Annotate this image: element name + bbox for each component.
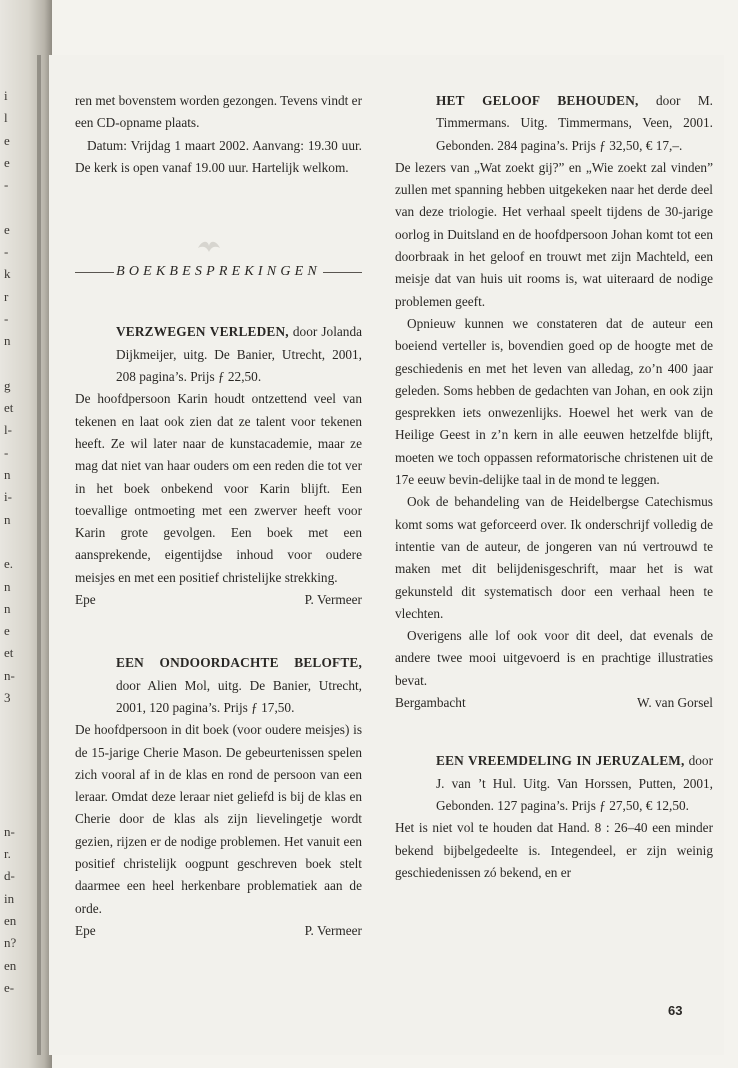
- facing-page-fragment: r: [4, 288, 9, 304]
- review-title: EEN VREEMDELING IN JERUZALEM,: [436, 753, 685, 769]
- facing-page-fragment: e: [4, 221, 10, 237]
- facing-page-fragment: e.: [4, 556, 14, 572]
- facing-page-fragment: l: [4, 110, 8, 126]
- signature-place: Epe: [75, 922, 96, 938]
- signature-author: W. van Gorsel: [637, 695, 713, 711]
- intro-paragraph: ren met bovenstem worden gezongen. Tevens vindt er een CD-opname plaats.: [75, 93, 362, 131]
- review-meta: door Alien Mol, uitg. De Banier, Utrecht, 2001, 120 pagina’s. Prijs ƒ 17,50.: [116, 677, 362, 715]
- facing-page-fragment: [4, 353, 18, 375]
- facing-page-fragment: [4, 799, 18, 821]
- review-title: HET GELOOF BEHOUDEN,: [436, 93, 639, 108]
- facing-page-fragment: et: [4, 645, 14, 661]
- facing-page-fragment: et: [4, 400, 14, 416]
- facing-page-fragment: en: [4, 957, 17, 973]
- facing-page-fragment: n: [4, 511, 11, 527]
- facing-page-fragment: -: [4, 177, 9, 193]
- facing-page-fragment: g: [4, 377, 11, 393]
- review-heading: [116, 652, 362, 719]
- page-number: 63: [668, 1003, 683, 1018]
- facing-page-fragment: n: [4, 600, 11, 616]
- review-heading: [436, 750, 713, 817]
- date-paragraph: Datum: Vrijdag 1 maart 2002. Aanvang: 19.30 uur. De kerk is open vanaf 19.00 uur. Hartelijk welkom.: [75, 137, 362, 175]
- facing-page-fragment: n: [4, 333, 11, 349]
- review-heading: [436, 90, 713, 157]
- facing-page-fragment: n: [4, 578, 11, 594]
- review-paragraph: Ook de behandeling van de Heidelbergse Catechismus komt soms wat geforceerd over. Ik onderschrijf volledig de intentie van de auteur, de jongeren van nú vertrouwd te maken met dit belijdenisgeschrift, maar het is wat gekunsteld dit systematisch door een verhaal heen te vlechten.: [395, 494, 713, 621]
- review-paragraph: De lezers van „Wat zoekt gij?” en „Wie zoekt zal vinden” zullen met spanning hebben uitgekeken naar het derde deel van deze triologie. Het verhaal speelt tijdens de 30-jarige oorlog in Duitsland en de hoofdpersoon Johan komt tot een doorbraak in het geloof en trouwt met zijn Machteld, een meisje dat van huis uit rooms is, wat uiteraard de nodige problemen geeft.: [395, 159, 713, 309]
- facing-page-fragment: en: [4, 912, 17, 928]
- review-body: Het is niet vol te houden dat Hand. 8 : 26–40 een minder bekend bijbelgedeelte is. Integendeel, er zijn weinig geschiedenissen zó bekend, en er: [395, 820, 713, 880]
- facing-page-fragment: [4, 732, 18, 754]
- facing-page-fragment: i-: [4, 489, 12, 505]
- facing-page-fragment: n?: [4, 935, 17, 951]
- review-signature: [75, 920, 362, 942]
- facing-page-fragment: [4, 776, 18, 798]
- review-title: VERZWEGEN VERLEDEN,: [116, 324, 289, 340]
- facing-page-fragment: [4, 196, 18, 218]
- review-paragraph: Overigens alle lof ook voor dit deel, dat evenals de andere twee mooi uitgevoerd is en prachtige illustraties bevat.: [395, 628, 713, 688]
- rule-left: [75, 272, 114, 273]
- facing-page-fragment: -: [4, 310, 9, 326]
- facing-page-fragment: n-: [4, 823, 15, 839]
- facing-page-fragment: -: [4, 444, 9, 460]
- review-body: De hoofdpersoon Karin houdt ontzettend veel van tekenen en laat ook zien dat ze talent voor tekenen heeft. Ze wil later naar de kunstacademie, maar ze mag dat niet van haar ouders om een reden die tot ver in het boek onbekend voor Karin blijft. Een toevallige ontmoeting met een zwerver heeft voor Karin grote gevolgen. Een boek met een aansprekende, eigentijdse inhoud voor oudere meisjes en met een positief christelijke strekking.: [75, 391, 362, 585]
- facing-page-fragment: k: [4, 266, 11, 282]
- facing-page-fragment: n: [4, 467, 11, 483]
- signature-place: Epe: [75, 592, 96, 608]
- review-meta: door J. van ’t Hul. Uitg. Van Horssen, Putten, 2001, Gebonden. 127 pagina’s. Prijs ƒ 27,50, € 12,50.: [436, 753, 713, 813]
- signature-author: P. Vermeer: [304, 592, 362, 608]
- facing-page-fragment: e: [4, 132, 10, 148]
- left-column: [75, 90, 362, 942]
- review-meta: door M. Timmermans. Uitg. Timmermans, Veen, 2001. Gebonden. 284 pagina’s. Prijs ƒ 32,50, € 17,–.: [436, 93, 713, 153]
- facing-page-fragment: r.: [4, 846, 11, 862]
- review-paragraph: Opnieuw kunnen we constateren dat de auteur een boeiend verteller is, bovendien goed op de hoogte met de geschiedenis en met het leven van alledag, zo’n 400 jaar geleden. Soms hebben de gedachten van Johan, en ook zijn gesprekken iets onwezenlijks. Hoewel het werk van de Heilige Geest in z’n kern in alle eeuwen hetzelfde blijft, moeten we toch oppassen reformatorische christenen uit de 17e eeuw bevin-delijke taal in de mond te leggen.: [395, 315, 713, 488]
- book-gutter: [37, 55, 41, 1055]
- signature-author: P. Vermeer: [304, 922, 362, 938]
- facing-page-fragment: in: [4, 890, 15, 906]
- facing-page-fragment: d-: [4, 868, 15, 884]
- review-signature: [395, 692, 713, 714]
- facing-page-fragment: [4, 709, 18, 731]
- review-title: EEN ONDOORDACHTE BELOFTE,: [116, 655, 362, 671]
- facing-page-fragment: 3: [4, 690, 11, 706]
- review-heading: [116, 321, 362, 388]
- facing-page-fragment: n-: [4, 667, 15, 683]
- facing-page-fragment: [4, 754, 18, 776]
- rule-right: [323, 272, 362, 273]
- facing-page-fragment: [4, 531, 18, 553]
- review-body: De hoofdpersoon in dit boek (voor oudere meisjes) is de 15-jarige Cherie Mason. De gebeurtenissen spelen zich vooral af in de klas en rond de persoon van een leraar. Omdat deze leraar niet geliefd is bij de klas en Cherie door de klas als zijn lievelingetje wordt gezien, rijzen er de nodige problemen. Het vanuit een positief christelijk oogpunt geschreven boek stelt daarmee een heel herkenbare problematiek aan de orde.: [75, 722, 362, 916]
- facing-page-fragment: -: [4, 244, 9, 260]
- section-heading: [75, 261, 362, 283]
- facing-page-fragment: l-: [4, 422, 12, 438]
- signature-place: Bergambacht: [395, 695, 466, 711]
- facing-page-fragment: e: [4, 623, 10, 639]
- review-signature: [75, 589, 362, 611]
- facing-page-fragments: [4, 85, 18, 999]
- facing-page-fragment: i: [4, 88, 8, 103]
- review-meta: door Jolanda Dijkmeijer, uitg. De Banier, Utrecht, 2001, 208 pagina’s. Prijs ƒ 22,50.: [116, 324, 362, 385]
- right-column: [395, 90, 713, 884]
- facing-page-fragment: e: [4, 154, 10, 170]
- section-title: BOEKBESPREKINGEN: [116, 264, 321, 280]
- facing-page-fragment: e-: [4, 979, 15, 995]
